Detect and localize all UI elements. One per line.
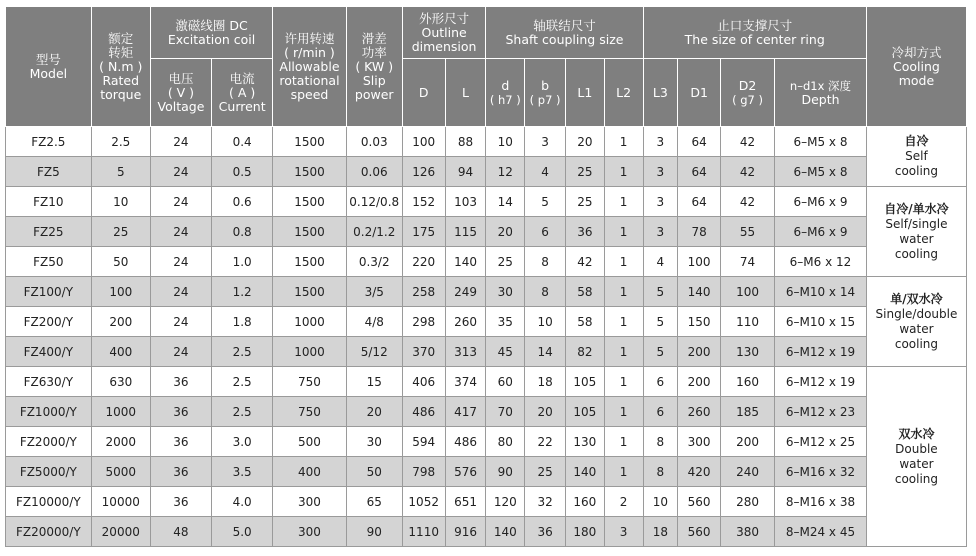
value-cell: 36 <box>150 367 211 397</box>
value-cell: 42 <box>721 157 775 187</box>
cooling-mode-en: water <box>899 321 934 336</box>
value-cell: 30 <box>486 277 525 307</box>
value-cell: 10000 <box>91 487 150 517</box>
value-cell: 120 <box>486 487 525 517</box>
value-cell: 1500 <box>273 157 346 187</box>
value-cell: 18 <box>525 367 566 397</box>
value-cell: 5 <box>525 187 566 217</box>
value-cell: 140 <box>678 277 721 307</box>
value-cell: 400 <box>273 457 346 487</box>
header-b: b ( p7 ) <box>525 59 566 127</box>
value-cell: 140 <box>445 247 486 277</box>
value-cell: 20000 <box>91 517 150 547</box>
value-cell: 3.5 <box>212 457 273 487</box>
model-cell: FZ25 <box>6 217 92 247</box>
cooling-mode-en: cooling <box>894 471 939 486</box>
value-cell: 594 <box>402 427 445 457</box>
value-cell: 64 <box>678 187 721 217</box>
cooling-mode-zh: 自冷 <box>904 134 929 148</box>
cooling-mode-en: Single/double <box>875 306 958 321</box>
value-cell: 6–M5 x 8 <box>775 127 867 157</box>
value-cell: 200 <box>678 367 721 397</box>
value-cell: 90 <box>486 457 525 487</box>
value-cell: 78 <box>678 217 721 247</box>
value-cell: 200 <box>91 307 150 337</box>
value-cell: 2000 <box>91 427 150 457</box>
header-L2: L2 <box>604 59 643 127</box>
value-cell: 576 <box>445 457 486 487</box>
value-cell: 420 <box>678 457 721 487</box>
cooling-mode-en: cooling <box>894 336 939 351</box>
table-row <box>6 187 967 217</box>
model-cell: FZ5 <box>6 157 92 187</box>
header-model: 型号 Model <box>6 7 92 127</box>
value-cell: 65 <box>346 487 402 517</box>
value-cell: 3 <box>643 187 678 217</box>
value-cell: 25 <box>91 217 150 247</box>
header-excitation-coil: 激磁线圈 DC Excitation coil <box>150 7 272 59</box>
value-cell: 2 <box>604 487 643 517</box>
value-cell: 6–M5 x 8 <box>775 157 867 187</box>
value-cell: 100 <box>678 247 721 277</box>
value-cell: 1500 <box>273 217 346 247</box>
model-cell: FZ200/Y <box>6 307 92 337</box>
header-L1: L1 <box>565 59 604 127</box>
value-cell: 5/12 <box>346 337 402 367</box>
value-cell: 1 <box>604 307 643 337</box>
value-cell: 24 <box>150 217 211 247</box>
value-cell: 916 <box>445 517 486 547</box>
value-cell: 1000 <box>91 397 150 427</box>
table-row <box>6 277 967 307</box>
value-cell: 560 <box>678 517 721 547</box>
value-cell: 6–M6 x 9 <box>775 217 867 247</box>
value-cell: 55 <box>721 217 775 247</box>
value-cell: 3/5 <box>346 277 402 307</box>
value-cell: 150 <box>678 307 721 337</box>
value-cell: 651 <box>445 487 486 517</box>
value-cell: 8 <box>643 427 678 457</box>
value-cell: 160 <box>565 487 604 517</box>
model-cell: FZ2000/Y <box>6 427 92 457</box>
value-cell: 24 <box>150 127 211 157</box>
header-center-ring: 止口支撑尺寸 The size of center ring <box>643 7 866 59</box>
value-cell: 370 <box>402 337 445 367</box>
header-speed: 许用转速 ( r/min ) Allowable rotational speed <box>273 7 346 127</box>
value-cell: 4 <box>525 157 566 187</box>
value-cell: 0.8 <box>212 217 273 247</box>
value-cell: 130 <box>565 427 604 457</box>
value-cell: 58 <box>565 277 604 307</box>
value-cell: 50 <box>91 247 150 277</box>
value-cell: 20 <box>525 397 566 427</box>
table-row <box>6 457 967 487</box>
table-row <box>6 127 967 157</box>
value-cell: 36 <box>525 517 566 547</box>
value-cell: 15 <box>346 367 402 397</box>
value-cell: 110 <box>721 307 775 337</box>
model-cell: FZ100/Y <box>6 277 92 307</box>
model-cell: FZ50 <box>6 247 92 277</box>
value-cell: 750 <box>273 397 346 427</box>
value-cell: 400 <box>91 337 150 367</box>
value-cell: 36 <box>565 217 604 247</box>
header-depth: n–d1x 深度 Depth <box>775 59 867 127</box>
value-cell: 313 <box>445 337 486 367</box>
value-cell: 6–M16 x 32 <box>775 457 867 487</box>
value-cell: 82 <box>565 337 604 367</box>
header-cooling-mode: 冷却方式 Cooling mode <box>866 7 966 127</box>
model-cell: FZ2.5 <box>6 127 92 157</box>
value-cell: 25 <box>565 187 604 217</box>
value-cell: 103 <box>445 187 486 217</box>
value-cell: 140 <box>486 517 525 547</box>
cooling-mode-zh: 单/双水冷 <box>890 291 943 306</box>
table-row <box>6 337 967 367</box>
value-cell: 3 <box>643 127 678 157</box>
value-cell: 6–M6 x 12 <box>775 247 867 277</box>
value-cell: 4/8 <box>346 307 402 337</box>
specification-table <box>5 6 967 547</box>
header-voltage: 电压 ( V ) Voltage <box>150 59 211 127</box>
value-cell: 1500 <box>273 127 346 157</box>
value-cell: 25 <box>565 157 604 187</box>
value-cell: 10 <box>643 487 678 517</box>
value-cell: 2.5 <box>212 397 273 427</box>
value-cell: 1 <box>604 157 643 187</box>
header-D2: D2 ( g7 ) <box>721 59 775 127</box>
value-cell: 24 <box>150 157 211 187</box>
header-D1: D1 <box>678 59 721 127</box>
value-cell: 240 <box>721 457 775 487</box>
cooling-mode-zh: 自冷/单水冷 <box>884 201 949 216</box>
value-cell: 1 <box>604 397 643 427</box>
cooling-mode-en: cooling <box>894 246 939 261</box>
value-cell: 8 <box>643 457 678 487</box>
cooling-mode-en: cooling <box>894 164 939 178</box>
model-cell: FZ630/Y <box>6 367 92 397</box>
value-cell: 8 <box>525 247 566 277</box>
value-cell: 260 <box>445 307 486 337</box>
value-cell: 406 <box>402 367 445 397</box>
value-cell: 36 <box>150 397 211 427</box>
value-cell: 5 <box>643 337 678 367</box>
value-cell: 1052 <box>402 487 445 517</box>
value-cell: 1.8 <box>212 307 273 337</box>
value-cell: 486 <box>445 427 486 457</box>
cooling-mode-zh: 双水冷 <box>898 426 935 441</box>
value-cell: 130 <box>721 337 775 367</box>
value-cell: 60 <box>486 367 525 397</box>
value-cell: 5 <box>643 277 678 307</box>
value-cell: 32 <box>525 487 566 517</box>
value-cell: 42 <box>721 187 775 217</box>
value-cell: 3 <box>525 127 566 157</box>
table-row <box>6 307 967 337</box>
value-cell: 20 <box>346 397 402 427</box>
value-cell: 8–M24 x 45 <box>775 517 867 547</box>
value-cell: 1 <box>604 187 643 217</box>
header-rated-torque: 额定 转矩 ( N.m ) Rated torque <box>91 7 150 127</box>
value-cell: 18 <box>643 517 678 547</box>
value-cell: 2.5 <box>212 367 273 397</box>
value-cell: 1 <box>604 427 643 457</box>
value-cell: 750 <box>273 367 346 397</box>
value-cell: 300 <box>273 517 346 547</box>
value-cell: 1.2 <box>212 277 273 307</box>
value-cell: 14 <box>486 187 525 217</box>
value-cell: 1 <box>604 277 643 307</box>
value-cell: 12 <box>486 157 525 187</box>
value-cell: 500 <box>273 427 346 457</box>
value-cell: 105 <box>565 367 604 397</box>
value-cell: 220 <box>402 247 445 277</box>
value-cell: 36 <box>150 427 211 457</box>
value-cell: 0.06 <box>346 157 402 187</box>
value-cell: 74 <box>721 247 775 277</box>
value-cell: 0.5 <box>212 157 273 187</box>
value-cell: 25 <box>525 457 566 487</box>
value-cell: 3.0 <box>212 427 273 457</box>
value-cell: 180 <box>565 517 604 547</box>
value-cell: 1000 <box>273 337 346 367</box>
value-cell: 417 <box>445 397 486 427</box>
value-cell: 249 <box>445 277 486 307</box>
value-cell: 8 <box>525 277 566 307</box>
value-cell: 6–M12 x 19 <box>775 337 867 367</box>
cooling-mode-cell <box>866 127 966 187</box>
value-cell: 6–M12 x 19 <box>775 367 867 397</box>
cooling-mode-en: water <box>899 456 934 471</box>
value-cell: 36 <box>150 487 211 517</box>
value-cell: 42 <box>721 127 775 157</box>
header-slip-power: 滑差 功率 ( KW ) Slip power <box>346 7 402 127</box>
value-cell: 3 <box>643 217 678 247</box>
value-cell: 2.5 <box>212 337 273 367</box>
value-cell: 6–M12 x 25 <box>775 427 867 457</box>
table-row <box>6 427 967 457</box>
value-cell: 24 <box>150 247 211 277</box>
value-cell: 14 <box>525 337 566 367</box>
value-cell: 1110 <box>402 517 445 547</box>
value-cell: 2.5 <box>91 127 150 157</box>
model-cell: FZ10000/Y <box>6 487 92 517</box>
value-cell: 100 <box>721 277 775 307</box>
cooling-mode-en: water <box>899 231 934 246</box>
value-cell: 280 <box>721 487 775 517</box>
value-cell: 258 <box>402 277 445 307</box>
table-row <box>6 217 967 247</box>
value-cell: 6 <box>643 367 678 397</box>
value-cell: 3 <box>643 157 678 187</box>
cooling-mode-cell <box>866 367 966 547</box>
value-cell: 5.0 <box>212 517 273 547</box>
value-cell: 1 <box>604 247 643 277</box>
value-cell: 35 <box>486 307 525 337</box>
value-cell: 24 <box>150 337 211 367</box>
value-cell: 1 <box>604 217 643 247</box>
value-cell: 140 <box>565 457 604 487</box>
header-D: D <box>402 59 445 127</box>
value-cell: 6–M12 x 23 <box>775 397 867 427</box>
table-row <box>6 487 967 517</box>
table-row <box>6 247 967 277</box>
value-cell: 50 <box>346 457 402 487</box>
value-cell: 175 <box>402 217 445 247</box>
value-cell: 22 <box>525 427 566 457</box>
value-cell: 0.3/2 <box>346 247 402 277</box>
value-cell: 115 <box>445 217 486 247</box>
table-row <box>6 517 967 547</box>
header-d: d ( h7 ) <box>486 59 525 127</box>
value-cell: 1500 <box>273 247 346 277</box>
value-cell: 4 <box>643 247 678 277</box>
value-cell: 1 <box>604 457 643 487</box>
header-current: 电流 ( A ) Current <box>212 59 273 127</box>
value-cell: 10 <box>486 127 525 157</box>
model-cell: FZ1000/Y <box>6 397 92 427</box>
value-cell: 4.0 <box>212 487 273 517</box>
value-cell: 24 <box>150 307 211 337</box>
header-shaft-coupling: 轴联结尺寸 Shaft coupling size <box>486 7 643 59</box>
cooling-mode-cell <box>866 277 966 367</box>
value-cell: 6 <box>643 397 678 427</box>
value-cell: 1000 <box>273 307 346 337</box>
value-cell: 560 <box>678 487 721 517</box>
value-cell: 20 <box>486 217 525 247</box>
value-cell: 1.0 <box>212 247 273 277</box>
value-cell: 0.12/0.8 <box>346 187 402 217</box>
value-cell: 94 <box>445 157 486 187</box>
value-cell: 8–M16 x 38 <box>775 487 867 517</box>
value-cell: 64 <box>678 157 721 187</box>
value-cell: 380 <box>721 517 775 547</box>
value-cell: 45 <box>486 337 525 367</box>
value-cell: 6–M6 x 9 <box>775 187 867 217</box>
value-cell: 88 <box>445 127 486 157</box>
value-cell: 20 <box>565 127 604 157</box>
value-cell: 0.03 <box>346 127 402 157</box>
value-cell: 185 <box>721 397 775 427</box>
value-cell: 3 <box>604 517 643 547</box>
model-cell: FZ5000/Y <box>6 457 92 487</box>
value-cell: 58 <box>565 307 604 337</box>
value-cell: 160 <box>721 367 775 397</box>
value-cell: 48 <box>150 517 211 547</box>
value-cell: 24 <box>150 277 211 307</box>
value-cell: 10 <box>91 187 150 217</box>
value-cell: 486 <box>402 397 445 427</box>
value-cell: 0.2/1.2 <box>346 217 402 247</box>
table-row <box>6 367 967 397</box>
value-cell: 798 <box>402 457 445 487</box>
value-cell: 126 <box>402 157 445 187</box>
value-cell: 630 <box>91 367 150 397</box>
model-cell: FZ400/Y <box>6 337 92 367</box>
value-cell: 25 <box>486 247 525 277</box>
value-cell: 152 <box>402 187 445 217</box>
value-cell: 6 <box>525 217 566 247</box>
model-cell: FZ10 <box>6 187 92 217</box>
value-cell: 300 <box>273 487 346 517</box>
table-row <box>6 157 967 187</box>
value-cell: 0.4 <box>212 127 273 157</box>
value-cell: 42 <box>565 247 604 277</box>
value-cell: 0.6 <box>212 187 273 217</box>
value-cell: 80 <box>486 427 525 457</box>
value-cell: 6–M10 x 14 <box>775 277 867 307</box>
table-row <box>6 397 967 427</box>
value-cell: 374 <box>445 367 486 397</box>
value-cell: 1 <box>604 367 643 397</box>
value-cell: 70 <box>486 397 525 427</box>
value-cell: 100 <box>402 127 445 157</box>
value-cell: 1 <box>604 127 643 157</box>
value-cell: 105 <box>565 397 604 427</box>
cooling-mode-cell <box>866 187 966 277</box>
value-cell: 1 <box>604 337 643 367</box>
header-outline-dimension: 外形尺寸 Outline dimension <box>402 7 486 59</box>
header-L3: L3 <box>643 59 678 127</box>
table-body <box>6 127 967 547</box>
cooling-mode-en: Self/single <box>885 216 948 231</box>
value-cell: 200 <box>678 337 721 367</box>
model-cell: FZ20000/Y <box>6 517 92 547</box>
value-cell: 200 <box>721 427 775 457</box>
value-cell: 5000 <box>91 457 150 487</box>
value-cell: 100 <box>91 277 150 307</box>
value-cell: 30 <box>346 427 402 457</box>
value-cell: 10 <box>525 307 566 337</box>
value-cell: 5 <box>91 157 150 187</box>
cooling-mode-en: Self <box>905 149 928 163</box>
value-cell: 6–M10 x 15 <box>775 307 867 337</box>
value-cell: 300 <box>678 427 721 457</box>
value-cell: 260 <box>678 397 721 427</box>
header-L: L <box>445 59 486 127</box>
value-cell: 298 <box>402 307 445 337</box>
value-cell: 1500 <box>273 187 346 217</box>
value-cell: 5 <box>643 307 678 337</box>
value-cell: 24 <box>150 187 211 217</box>
cooling-mode-en: Double <box>895 441 938 456</box>
value-cell: 90 <box>346 517 402 547</box>
value-cell: 36 <box>150 457 211 487</box>
value-cell: 1500 <box>273 277 346 307</box>
value-cell: 64 <box>678 127 721 157</box>
